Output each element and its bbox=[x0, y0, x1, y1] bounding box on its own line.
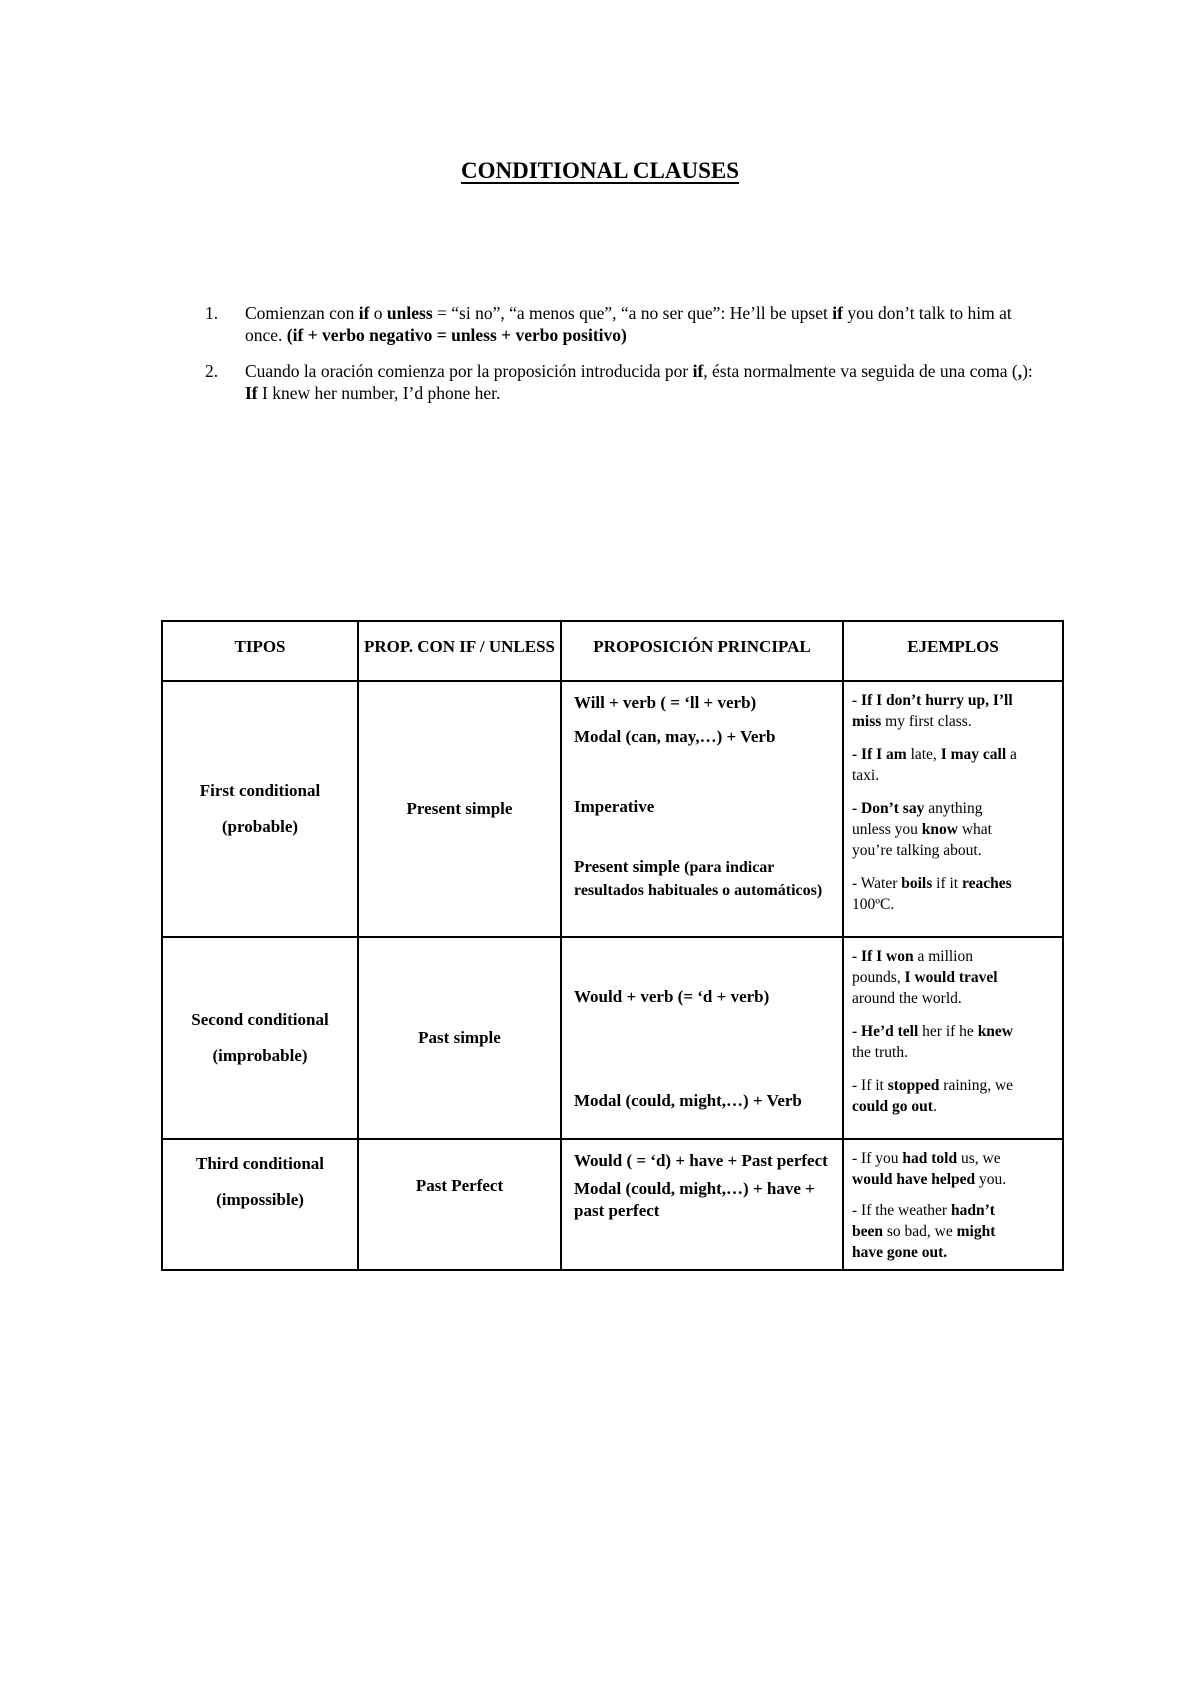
main-clause-item: Modal (could, might,…) + have + past perfect bbox=[574, 1179, 815, 1220]
type-cell bbox=[162, 1139, 358, 1270]
header-examples: EJEMPLOS bbox=[843, 621, 1063, 681]
main-clause-item: Imperative bbox=[574, 797, 655, 816]
type-cell bbox=[162, 937, 358, 1139]
example-line: - If I don’t hurry up, I’ll bbox=[852, 692, 1013, 709]
note-number: 2. bbox=[205, 361, 219, 381]
examples-cell bbox=[843, 681, 1063, 937]
example-line: - Don’t say anything bbox=[852, 800, 983, 817]
note-item bbox=[205, 360, 1035, 404]
type-note: (impossible) bbox=[216, 1190, 304, 1209]
header-main-clause: PROPOSICIÓN PRINCIPAL bbox=[561, 621, 843, 681]
main-clause-cell bbox=[561, 937, 843, 1139]
type-name: Second conditional bbox=[191, 1010, 329, 1029]
example-line: 100ºC. bbox=[852, 896, 895, 913]
main-clause-cell bbox=[561, 681, 843, 937]
example-line: have gone out. bbox=[852, 1244, 948, 1261]
example-item bbox=[852, 1148, 1054, 1190]
example-item bbox=[852, 798, 1054, 861]
table-row bbox=[162, 1139, 1063, 1270]
example-line: - If I won a million bbox=[852, 948, 973, 965]
main-clause-item: Will + verb ( = ‘ll + verb) bbox=[574, 693, 757, 712]
header-if-clause: PROP. CON IF / UNLESS bbox=[358, 621, 561, 681]
if-clause-cell: Past Perfect bbox=[358, 1139, 561, 1270]
example-line: you’re talking about. bbox=[852, 842, 982, 859]
example-line: - If it stopped raining, we bbox=[852, 1077, 1014, 1094]
example-line: - Water boils if it reaches bbox=[852, 875, 1012, 892]
note-text: Comienzan con if o unless = “si no”, “a menos que”, “a no ser que”: He’ll be upset if you don’t talk to him at once. (if + verbo negativo = unless + verbo positivo) bbox=[245, 303, 1012, 345]
example-item bbox=[852, 873, 1054, 915]
example-item bbox=[852, 690, 1054, 732]
main-clause-item: Modal (could, might,…) + Verb bbox=[574, 1091, 802, 1110]
example-line: miss my first class. bbox=[852, 713, 972, 730]
type-note: (probable) bbox=[221, 817, 299, 836]
example-line: been so bad, we might bbox=[852, 1223, 996, 1240]
examples-cell bbox=[843, 937, 1063, 1139]
if-clause-cell: Past simple bbox=[358, 937, 561, 1139]
example-line: - If I am late, I may call a bbox=[852, 746, 1017, 763]
type-name: First conditional bbox=[199, 781, 321, 800]
examples-cell bbox=[843, 1139, 1063, 1270]
note-number: 1. bbox=[205, 303, 219, 323]
example-line: pounds, I would travel bbox=[852, 969, 998, 986]
table-row bbox=[162, 937, 1063, 1139]
table-row bbox=[162, 681, 1063, 937]
example-line: the truth. bbox=[852, 1044, 908, 1061]
main-clause-item: Would + verb (= ‘d + verb) bbox=[574, 987, 770, 1006]
note-text: Cuando la oración comienza por la proposición introducida por if, ésta normalmente va seguida de una coma (,): If I knew her number, I’d phone her. bbox=[245, 361, 1033, 403]
type-cell bbox=[162, 681, 358, 937]
type-name: Third conditional bbox=[195, 1154, 324, 1173]
table-header-row bbox=[162, 621, 1063, 681]
example-line: - If you had told us, we bbox=[852, 1150, 1001, 1167]
example-line: around the world. bbox=[852, 990, 962, 1007]
example-line: could go out. bbox=[852, 1098, 937, 1115]
example-line: would have helped you. bbox=[852, 1171, 1007, 1188]
note-item bbox=[205, 302, 1035, 346]
main-clause-item: Would ( = ‘d) + have + Past perfect bbox=[574, 1151, 828, 1170]
example-line: unless you know what bbox=[852, 821, 992, 838]
main-clause-cell bbox=[561, 1139, 843, 1270]
page-title-text: CONDITIONAL CLAUSES bbox=[461, 158, 739, 183]
main-clause-item: Modal (can, may,…) + Verb bbox=[574, 727, 776, 746]
main-clause-item: Present simple (para indicar resultados habituales o automáticos) bbox=[574, 857, 823, 899]
example-item bbox=[852, 744, 1054, 786]
example-item bbox=[852, 1075, 1054, 1117]
header-tipos: TIPOS bbox=[162, 621, 358, 681]
example-item bbox=[852, 1021, 1054, 1063]
example-item bbox=[852, 946, 1054, 1009]
if-clause-cell: Present simple bbox=[358, 681, 561, 937]
conditionals-table bbox=[161, 620, 1064, 1271]
example-item bbox=[852, 1200, 1054, 1263]
example-line: taxi. bbox=[852, 767, 880, 784]
example-line: - He’d tell her if he knew bbox=[852, 1023, 1014, 1040]
page-title bbox=[0, 158, 1200, 184]
example-line: - If the weather hadn’t bbox=[852, 1202, 995, 1219]
notes-list bbox=[205, 302, 1035, 418]
type-note: (improbable) bbox=[212, 1046, 308, 1065]
